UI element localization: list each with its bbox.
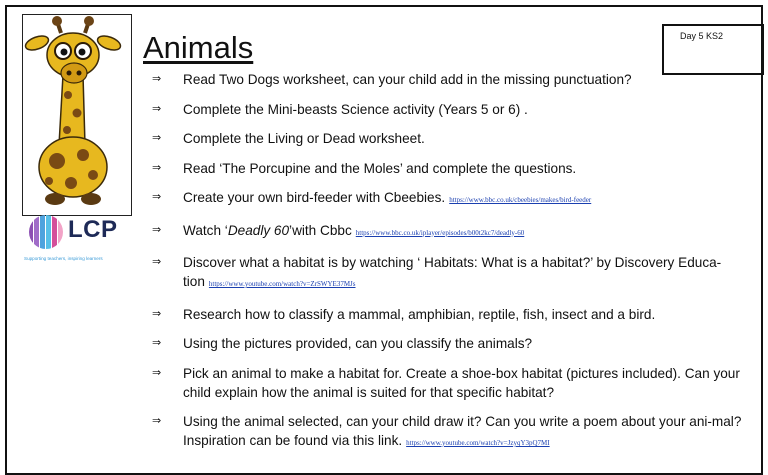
poem-inspiration-link[interactable]: https://www.youtube.com/watch?v=JzyqY3pQ7MI [406,439,550,447]
list-item [152,129,742,148]
giraffe-picture [22,14,132,216]
task-text: Using the animal selected, can your child draw it? Can you write a poem about your ani-mal? Inspiration can be found via this link. [183,414,742,448]
task-text-post: ’with Cbbc [289,222,352,238]
arrow-icon: ⇒ [152,132,162,144]
lcp-tagline: Supporting teachers, inspiring learners [24,256,103,261]
task-text: Research how to classify a mammal, amphibian, reptile, fish, insect and a bird. [183,306,656,322]
list-item [152,221,742,243]
task-text: Create your own bird-feeder with Cbeebies. [183,190,446,205]
task-text: Using the pictures provided, can you classify the animals? [183,336,533,351]
list-item [152,70,742,89]
arrow-icon: ⇒ [152,337,162,349]
arrow-icon: ⇒ [152,256,162,268]
lcp-logo-text: LCP [68,216,118,243]
deadly-60-link[interactable]: https://www.bbc.co.uk/iplayer/episodes/b00t2kc7/deadly-60 [355,228,525,237]
arrow-icon: ⇒ [152,415,162,427]
arrow-icon: ⇒ [152,307,162,320]
arrow-icon: ⇒ [152,366,162,379]
list-item [152,100,742,119]
task-text: Read Two Dogs worksheet, can your child add in the missing punctuation? [183,72,632,87]
day-label: Day 5 KS2 [680,31,724,41]
arrow-icon: ⇒ [152,223,162,236]
task-text: Discover what a habitat is by watching ‘ Habitats: What is a habitat?’ by Discovery Educa-tion [183,255,722,289]
arrow-icon: ⇒ [152,102,162,115]
list-item [152,305,742,324]
arrow-icon: ⇒ [152,191,162,203]
arrow-icon: ⇒ [152,161,162,174]
list-item [152,334,742,353]
task-list [152,70,742,464]
page-title: Animals [143,30,254,65]
list-item [152,159,742,178]
task-text-emphasis: Deadly 60 [227,222,290,238]
task-text-pre: Watch ‘ [183,222,228,238]
lcp-logo [24,214,138,264]
habitat-video-link[interactable]: https://www.youtube.com/watch?v=ZrSWYE37MJs [208,280,356,288]
giraffe-icon [23,15,129,213]
lcp-stripes-icon [28,214,64,250]
bird-feeder-link[interactable]: https://www.bbc.co.uk/cbeebies/makes/bird-feeder [449,196,592,204]
list-item [152,188,742,210]
arrow-icon: ⇒ [152,73,162,85]
list-item [152,364,742,402]
task-text: Complete the Living or Dead worksheet. [183,131,425,146]
task-text: Read ‘The Porcupine and the Moles’ and complete the questions. [183,160,577,176]
task-text: Pick an animal to make a habitat for. Create a shoe-box habitat (pictures included). Can your child explain how the animal is suited for that specific habitat? [183,365,740,400]
list-item [152,412,742,453]
task-text: Complete the Mini-beasts Science activity (Years 5 or 6) . [183,101,528,117]
list-item [152,253,742,294]
